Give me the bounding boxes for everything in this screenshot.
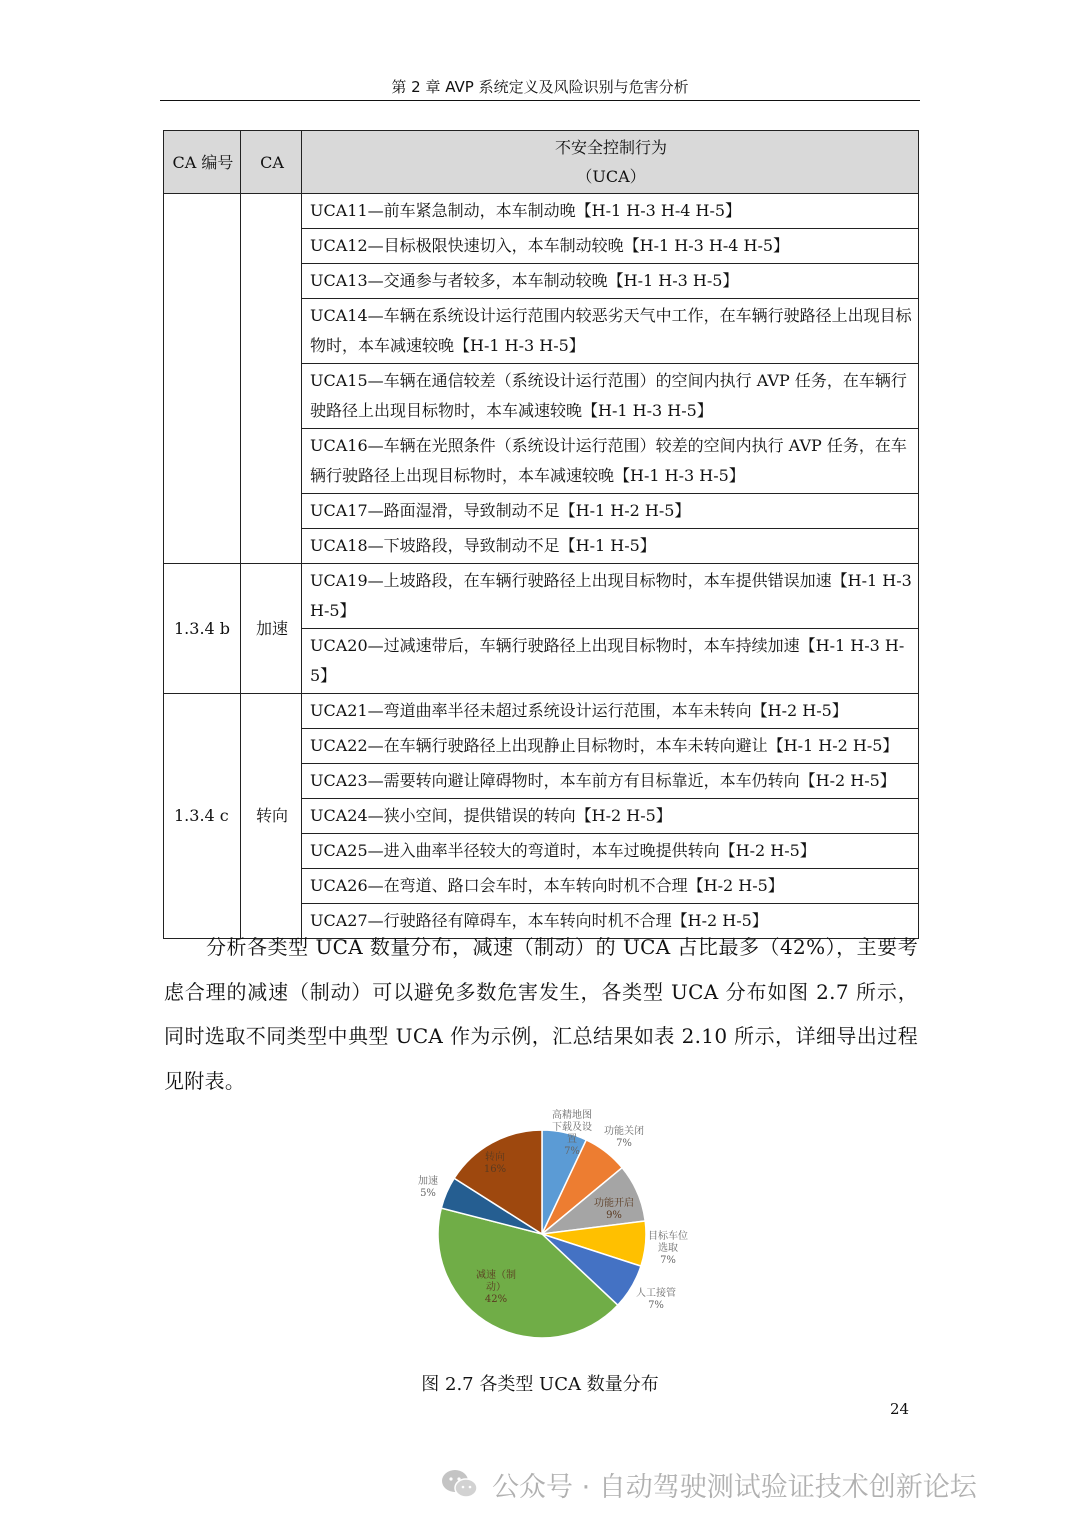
uca-cell: UCA17—路面湿滑，导致制动不足【H-1 H-2 H-5】 [302,494,919,529]
watermark-text: 公众号 · 自动驾驶测试验证技术创新论坛 [492,1471,977,1503]
uca-table [163,130,919,939]
figure-caption: 图 2.7 各类型 UCA 数量分布 [421,1374,659,1395]
header-divider [160,100,920,101]
pie-label: 功能开启 9% [594,1198,634,1221]
ca-number-cell: 1.3.4 b [164,564,241,694]
uca-pie-chart [400,1100,690,1350]
pie-label: 转向 16% [483,1152,507,1175]
table-header-row [164,131,919,194]
ca-cell: 加速 [241,564,302,694]
pie-label: 人工接管 7% [636,1288,676,1311]
table-row [164,694,919,729]
uca-cell: UCA15—车辆在通信较差（系统设计运行范围）的空间内执行 AVP 任务，在车辆行驶路径上出现目标物时，本车减速较晚【H-1 H-3 H-5】 [302,364,919,429]
header-ca: CA [241,131,302,194]
pie-label: 加速 5% [418,1176,438,1199]
page-header: 第 2 章 AVP 系统定义及风险识别与危害分析 [391,78,689,96]
uca-cell: UCA12—目标极限快速切入，本车制动较晚【H-1 H-3 H-4 H-5】 [302,229,919,264]
wechat-icon [440,1467,480,1501]
uca-cell: UCA26—在弯道、路口会车时，本车转向时机不合理【H-2 H-5】 [302,869,919,904]
pie-label: 高精地图下载及设置 7% [552,1110,592,1157]
page-number: 24 [890,1400,910,1418]
uca-cell: UCA22—在车辆行驶路径上出现静止目标物时，本车未转向避让【H-1 H-2 H-5】 [302,729,919,764]
uca-cell: UCA13—交通参与者较多，本车制动较晚【H-1 H-3 H-5】 [302,264,919,299]
body-paragraph: 分析各类型 UCA 数量分布，减速（制动）的 UCA 占比最多（42%），主要考虑合理的减速（制动）可以避免多数危害发生，各类型 UCA 分布如图 2.7 所示，同时选取不同类型中典型 UCA 作为示例，汇总结果如表 2.10 所示，详细导出过程见附表。 [164,935,918,1093]
ca-number-cell: 1.3.4 c [164,694,241,939]
ca-number-cell [164,194,241,564]
pie-label: 目标车位选取 7% [648,1231,688,1266]
uca-cell: UCA14—车辆在系统设计运行范围内较恶劣天气中工作，在车辆行驶路径上出现目标物时，本车减速较晚【H-1 H-3 H-5】 [302,299,919,364]
ca-cell [241,194,302,564]
pie-label: 功能关闭 7% [604,1126,644,1149]
uca-cell: UCA25—进入曲率半径较大的弯道时，本车过晚提供转向【H-2 H-5】 [302,834,919,869]
uca-cell: UCA11—前车紧急制动，本车制动晚【H-1 H-3 H-4 H-5】 [302,194,919,229]
pie-label: 减速（制动） 42% [476,1270,516,1305]
table-row [164,194,919,229]
uca-cell: UCA19—上坡路段，在车辆行驶路径上出现目标物时，本车提供错误加速【H-1 H-3 H-5】 [302,564,919,629]
uca-cell: UCA23—需要转向避让障碍物时，本车前方有目标靠近，本车仍转向【H-2 H-5】 [302,764,919,799]
uca-cell: UCA24—狭小空间，提供错误的转向【H-2 H-5】 [302,799,919,834]
header-ca-number: CA 编号 [164,131,241,194]
header-uca [302,131,919,194]
watermark [440,1462,977,1506]
uca-cell: UCA21—弯道曲率半径未超过系统设计运行范围，本车未转向【H-2 H-5】 [302,694,919,729]
ca-cell: 转向 [241,694,302,939]
header-uca-title: 不安全控制行为 [554,138,667,157]
table-row [164,564,919,629]
uca-cell: UCA16—车辆在光照条件（系统设计运行范围）较差的空间内执行 AVP 任务，在车辆行驶路径上出现目标物时，本车减速较晚【H-1 H-3 H-5】 [302,429,919,494]
header-uca-subtitle: （UCA） [576,167,646,186]
uca-cell: UCA27—行驶路径有障碍车，本车转向时机不合理【H-2 H-5】 [302,904,919,939]
uca-cell: UCA20—过减速带后，车辆行驶路径上出现目标物时，本车持续加速【H-1 H-3 H-5】 [302,629,919,694]
uca-cell: UCA18—下坡路段，导致制动不足【H-1 H-5】 [302,529,919,564]
